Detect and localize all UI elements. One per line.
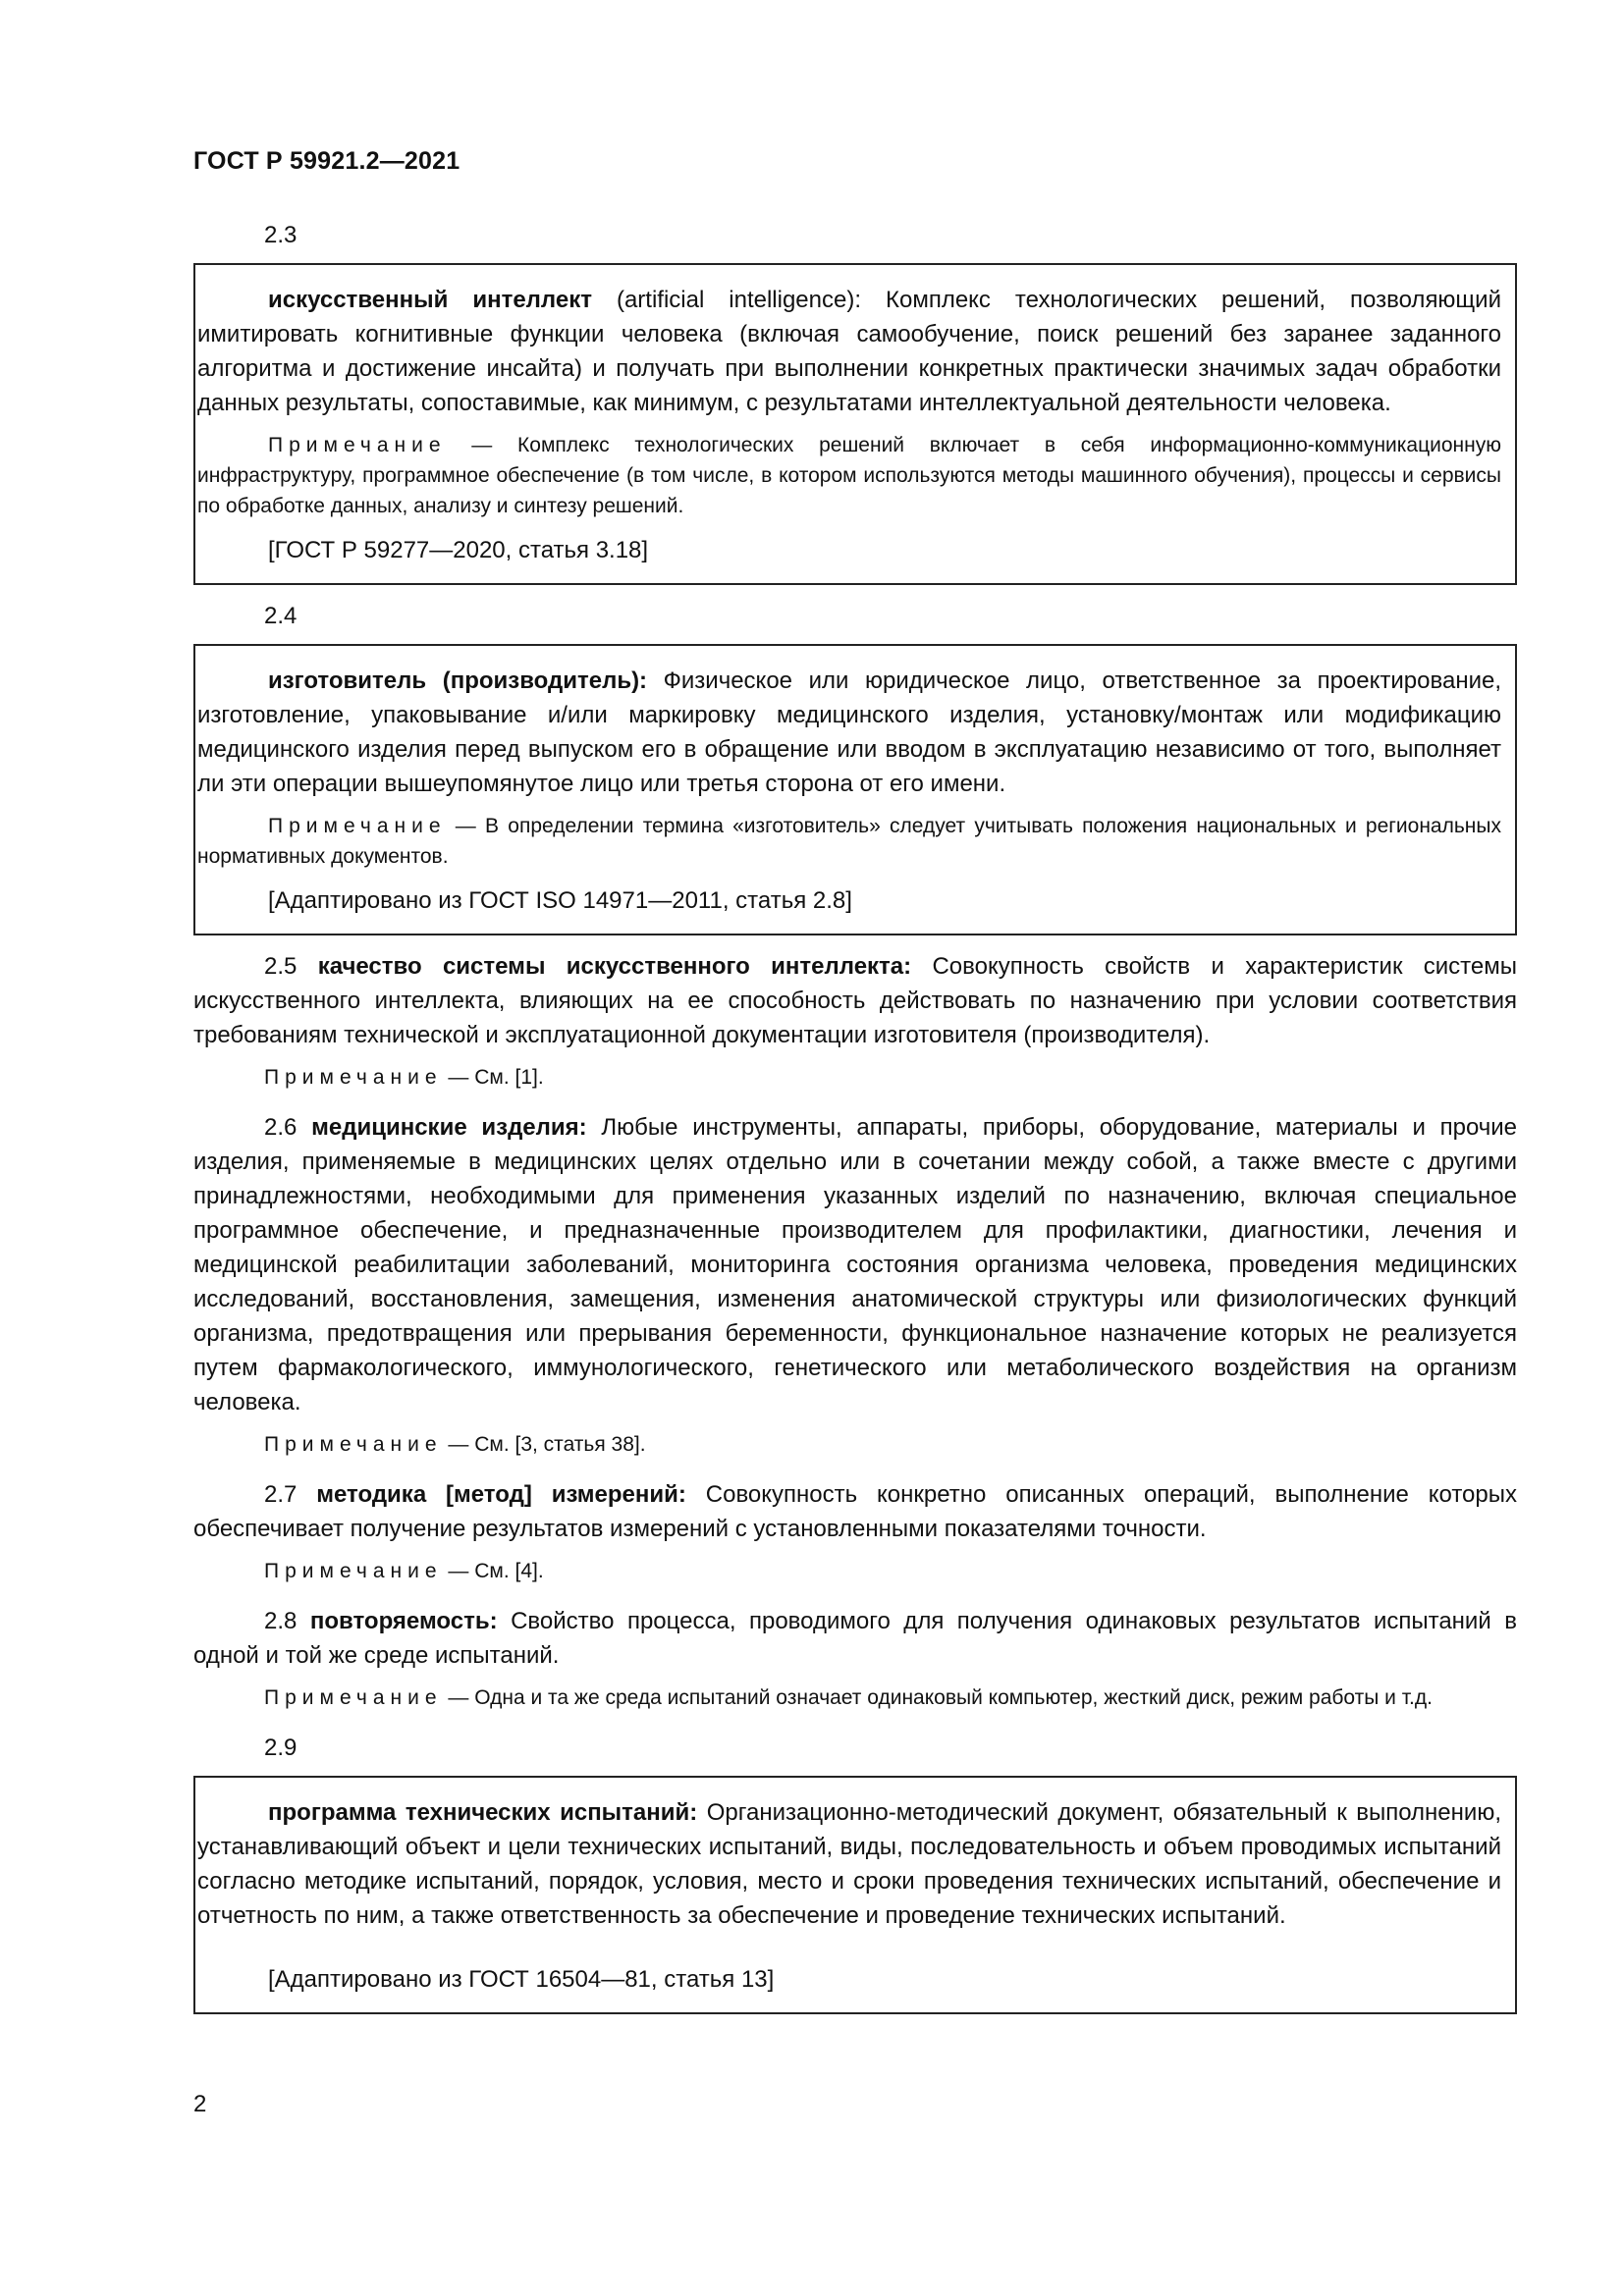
term-number-2-3: 2.3 [264, 222, 298, 248]
note-label: Примечание [264, 1066, 443, 1089]
definition-text-2-6: Любые инструменты, аппараты, приборы, оборудование, материалы и прочие изделия, применяемые в медицинских целях отдельно или в сочетании между собой, а также вместе с другими принадлежностями, необходимыми для применения указанных изделий по назначению, включая специальное программное обеспечение, и предназначенные производителем для профилактики, диагностики, лечения и медицинской реабилитации заболеваний, мониторинга состояния организма человека, проведения медицинских исследований, восстановления, замещения, изменения анатомической структуры или физиологических функций организма, предотвращения или прерывания беременности, функциональное назначение которых не реализуется путем фармакологического, иммунологического, генетического или метаболического воздействия на организм человека. [193, 1114, 1518, 1415]
note-text-2-3: — Комплекс технологических решений включает в себя информационно-коммуникационную инфраструктуру, программное обеспечение (в том числе, в котором используются методы машинного обучения), процессы и сервисы по обработке данных, анализу и синтезу решений. [197, 434, 1501, 517]
term-2-7: методика [метод] измерений: [316, 1481, 686, 1508]
note-text-2-6: — См. [3, статья 38]. [442, 1433, 646, 1456]
note-2-8 [193, 1682, 1517, 1713]
note-label: Примечание [264, 1686, 443, 1709]
definition-text-2-5: Совокупность свойств и характеристик системы искусственного интеллекта, влияющих на ее способность действовать по назначению при условии соответствия требованиям технической и эксплуатационной документации изготовителя (производителя). [193, 953, 1518, 1048]
term-2-9: программа технических испытаний: [268, 1799, 698, 1826]
term-number-2-6: 2.6 [264, 1114, 298, 1141]
term-2-3: искусственный интеллект [268, 287, 592, 313]
term-number-2-5: 2.5 [264, 953, 298, 980]
definition-2-7 [193, 1477, 1517, 1546]
definition-text-2-3: (artificial intelligence): Комплекс технологических решений, позволяющий имитировать когнитивные функции человека (включая самообучение, поиск решений без заранее заданного алгоритма и достижение инсайта) и получать при выполнении конкретных практически значимых задач обработки данных результаты, сопоставимые, как минимум, с результатами интеллектуальной деятельности человека. [197, 287, 1501, 416]
term-number-2-8: 2.8 [264, 1608, 298, 1634]
term-2-8: повторяемость: [309, 1608, 498, 1634]
definition-text-2-7: Совокупность конкретно описанных операций, выполнение которых обеспечивает получение результатов измерений с установленными показателями точности. [193, 1481, 1517, 1542]
definition-2-4 [197, 664, 1501, 801]
note-2-6 [193, 1429, 1517, 1460]
definition-text-2-4: Физическое или юридическое лицо, ответственное за проектирование, изготовление, упаковывание и/или маркировку медицинского изделия, установку/монтаж или модификацию медицинского изделия перед выпуском его в обращение или вводом в эксплуатацию независимо от того, выполняет ли эти операции вышеупомянутое лицо или третья сторона от его имени. [197, 667, 1501, 797]
note-label: Примечание [264, 1560, 443, 1582]
term-number-2-4: 2.4 [264, 603, 298, 629]
term-number-2-7: 2.7 [264, 1481, 298, 1508]
note-2-3 [197, 430, 1501, 521]
note-2-5 [193, 1062, 1517, 1093]
note-text-2-7: — См. [4]. [442, 1560, 544, 1582]
term-2-6: медицинские изделия: [311, 1114, 587, 1141]
source-2-9: [Адаптировано из ГОСТ 16504—81, статья 13] [268, 1966, 775, 1993]
definition-box-2-9 [193, 1776, 1517, 2014]
note-text-2-8: — Одна и та же среда испытаний означает одинаковый компьютер, жесткий диск, режим работы и т.д. [442, 1686, 1433, 1709]
source-2-3: [ГОСТ Р 59277—2020, статья 3.18] [268, 537, 649, 563]
note-2-7 [193, 1556, 1517, 1586]
note-text-2-5: — См. [1]. [442, 1066, 544, 1089]
definition-2-9 [197, 1795, 1501, 1933]
definition-box-2-4 [193, 644, 1517, 935]
terms-section [193, 218, 1517, 2028]
note-text-2-4: — В определении термина «изготовитель» следует учитывать положения национальных и региональных нормативных документов. [197, 815, 1501, 868]
document-code-header: ГОСТ Р 59921.2—2021 [193, 147, 460, 175]
term-2-4: изготовитель (производитель): [268, 667, 648, 694]
definition-box-2-3 [193, 263, 1517, 585]
note-label: Примечание [268, 815, 447, 837]
definition-text-2-8: Свойство процесса, проводимого для получения одинаковых результатов испытаний в одной и той же среде испытаний. [193, 1608, 1517, 1669]
source-2-4: [Адаптировано из ГОСТ ISO 14971—2011, статья 2.8] [268, 887, 852, 914]
term-number-2-9: 2.9 [264, 1735, 298, 1761]
page-number: 2 [193, 2091, 207, 2117]
definition-2-5 [193, 949, 1517, 1052]
note-label: Примечание [264, 1433, 443, 1456]
definition-2-8 [193, 1604, 1517, 1673]
definition-2-6 [193, 1110, 1517, 1419]
note-2-4 [197, 811, 1501, 872]
definition-text-2-9: Организационно-методический документ, обязательный к выполнению, устанавливающий объект и цели технических испытаний, виды, последовательность и объем проводимых испытаний согласно методике испытаний, порядок, условия, место и сроки проведения технических испытаний, обеспечение и отчетность по ним, а также ответственность за обеспечение и проведение технических испытаний. [197, 1799, 1501, 1929]
note-label: Примечание [268, 434, 447, 456]
definition-2-3 [197, 283, 1501, 420]
term-2-5: качество системы искусственного интеллекта: [317, 953, 912, 980]
